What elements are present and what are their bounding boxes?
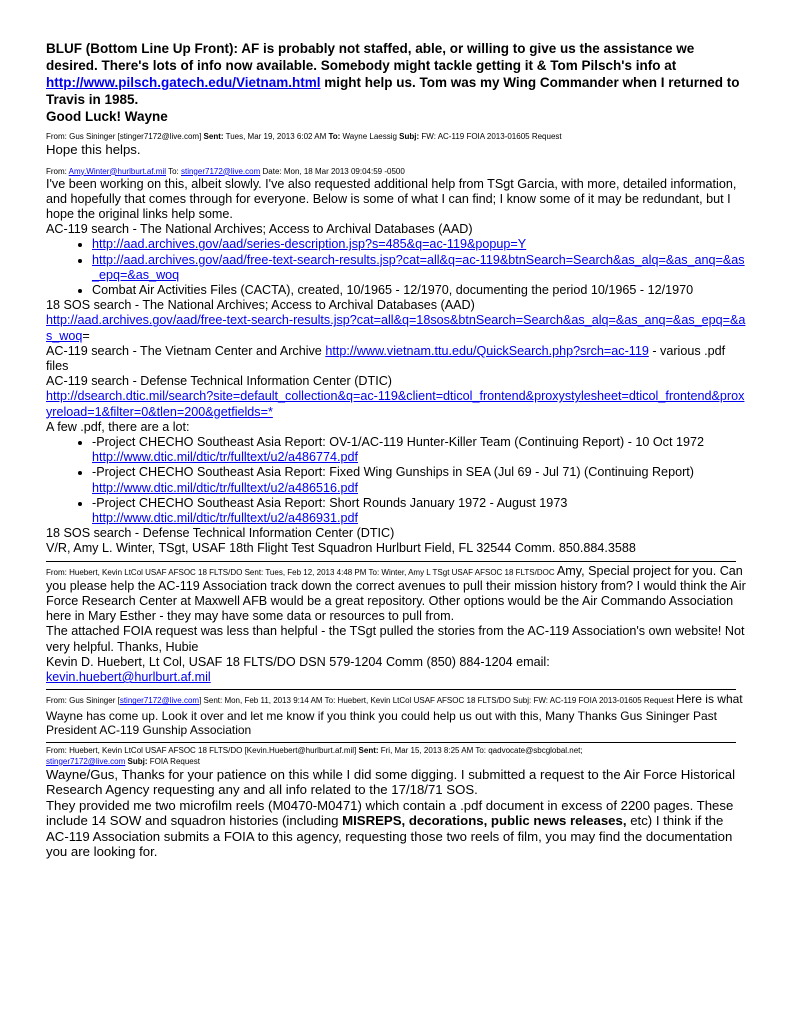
pilsch-link[interactable]: http://www.pilsch.gatech.edu/Vietnam.html — [46, 75, 321, 90]
pdf-item-link[interactable]: http://www.dtic.mil/dtic/tr/fulltext/u2/a486516.pdf — [92, 480, 358, 495]
aad-list — [46, 237, 746, 298]
email4-body: Here is what Wayne has come up. Look it over and let me know if you think you could help us out with this, Many Thanks Gus Sininger Past President AC-119 Gunship Association — [46, 692, 743, 738]
email5-sent-label: Sent: — [358, 745, 379, 755]
sos-aad-suffix: = — [82, 328, 90, 343]
dtic-line — [46, 389, 746, 419]
pdf-item-text: -Project CHECHO Southeast Asia Report: Short Rounds January 1972 - August 1973 — [92, 495, 568, 510]
email4-header-link[interactable]: stinger7172@live.com — [119, 696, 200, 706]
email2-to-link[interactable]: stinger7172@live.com — [180, 166, 261, 176]
email5-subj-label: Subj: — [125, 756, 148, 766]
email5-body2-pre: They provided me two microfilm reels (M0470-M0471) which contain a .pdf document in excess of 2200 pages. These include 14 SOW and squadron histories (including — [46, 797, 734, 829]
email5-header-pre: From: Huebert, Kevin LtCol USAF AFSOC 18 FLTS/DO [Kevin.Huebert@hurlburt.af.mil] — [46, 745, 359, 755]
email5-subj: FOIA Request — [147, 756, 200, 766]
divider — [46, 742, 736, 743]
email1-to-label: To: — [328, 132, 341, 141]
pdf-item-link[interactable]: http://www.dtic.mil/dtic/tr/fulltext/u2/a486774.pdf — [92, 450, 358, 465]
bluf-text-2: might help us. Tom was my Wing Commander when I returned to Travis in 1985. — [46, 75, 740, 107]
divider — [46, 561, 736, 562]
aad-heading: AC-119 search - The National Archives; Access to Archival Databases (AAD) — [46, 222, 473, 237]
email5-body2-post: etc) I think if the AC-119 Association submits a FOIA to this agency, requesting those two reels of film, you may find the documentation you are looking for. — [46, 813, 733, 860]
email1-from-label: From: — [46, 132, 67, 141]
sos-aad-heading: 18 SOS search - The National Archives; Access to Archival Databases (AAD) — [46, 298, 475, 313]
email3-header: From: Huebert, Kevin LtCol USAF AFSOC 18 FLTS/DO Sent: Tues, Feb 12, 2013 4:48 PM To: Winter, Amy L TSgt USAF AFSOC 18 FLTS/DOC — [46, 567, 557, 577]
few-pdf-text: A few .pdf, there are a lot: — [46, 419, 190, 434]
aad-item — [92, 253, 746, 283]
pdf-item — [92, 435, 746, 465]
pdf-list — [46, 435, 746, 526]
email1-subj-label: Subj: — [399, 132, 420, 141]
email1-subj: FW: AC-119 FOIA 2013-01605 Request — [419, 132, 562, 141]
email4-block — [46, 692, 746, 738]
email3-body1: Amy, Special project for you. Can you please help the AC-119 Association track down the correct avenues to pull their mission history from? I would think the Air Force Research Center at Maxwell AFB would be a great repository. Other options would be the Air Commando Association here in Mary Esther - they may have some data or resources to pull from. — [46, 563, 746, 624]
vietnam-prefix: AC-119 search - The Vietnam Center and Archive — [46, 343, 326, 358]
email3-block — [46, 564, 746, 686]
email2-date: Date: Mon, 18 Mar 2013 09:04:59 -0500 — [260, 166, 405, 176]
document-page — [46, 40, 746, 860]
email3-email-link[interactable]: kevin.huebert@hurlburt.af.mil — [46, 670, 211, 684]
aad-search-link[interactable]: http://aad.archives.gov/aad/free-text-search-results.jsp?cat=all&q=ac-119&btnSearch=Search&as_alq=&as_anq=&as_epq=&as_woq — [92, 252, 745, 282]
email5-body1: Wayne/Gus, Thanks for your patience on this while I did some digging. I submitted a request to the Air Force Historical Research Agency requesting any and all info related to the 17/18/71 SOS. — [46, 766, 736, 798]
email5-body2-bold: MISREPS, decorations, public news releases, — [342, 813, 627, 829]
email1-from: Gus Sininger [stinger7172@live.com] — [66, 132, 204, 141]
email4-header-post: ] Sent: Mon, Feb 11, 2013 9:14 AM To: Huebert, Kevin LtCol USAF AFSOC 18 FLTS/DO Subj: FW: AC-119 FOIA 2013-01605 Request — [199, 696, 676, 706]
pdf-item — [92, 465, 746, 495]
email5-body2 — [46, 798, 746, 860]
email2-to-label: To: — [166, 166, 181, 176]
aad-series-link[interactable]: http://aad.archives.gov/aad/series-description.jsp?s=485&q=ac-119&popup=Y — [92, 237, 527, 252]
email5-body — [46, 767, 746, 860]
email5-header-mid: Fri, Mar 15, 2013 8:25 AM To: qadvocate@sbcglobal.net; — [378, 745, 583, 755]
pdf-item — [92, 496, 746, 526]
email2-intro: I've been working on this, albeit slowly. I've also requested additional help from TSgt Garcia, with more, detailed information, and hopefully that comes through for everyone. Below is some of what I can find; I know some of it may be redundant, but I hope the original links help some. — [46, 176, 737, 221]
sos-dtic-heading: 18 SOS search - Defense Technical Information Center (DTIC) — [46, 526, 395, 541]
divider — [46, 689, 736, 690]
pdf-item-text: -Project CHECHO Southeast Asia Report: Fixed Wing Gunships in SEA (Jul 69 - Jul 71) (Continuing Report) — [92, 465, 694, 480]
sos-aad-link[interactable]: http://aad.archives.gov/aad/free-text-search-results.jsp?cat=all&q=18sos&btnSearch=Search&as_alq=&as_anq=&as_epq=&as_woq — [46, 313, 746, 343]
email1-body: Hope this helps. — [46, 142, 141, 157]
email3-signature: Kevin D. Huebert, Lt Col, USAF 18 FLTS/DO DSN 579-1204 Comm (850) 884-1204 email: — [46, 654, 550, 669]
dtic-link[interactable]: http://dsearch.dtic.mil/search?site=default_collection&q=ac-119&client=dticol_frontend&proxystylesheet=dticol_frontend&proxyreload=1&filter=0&tlen=200&getfields=* — [46, 389, 745, 419]
email1-sent-label: Sent: — [203, 132, 224, 141]
pdf-item-link[interactable]: http://www.dtic.mil/dtic/tr/fulltext/u2/a486931.pdf — [92, 510, 358, 525]
aad-item — [92, 237, 746, 252]
email2-from-link[interactable]: Amy.Winter@hurlburt.af.mil — [68, 166, 166, 176]
bluf-signoff: Good Luck! Wayne — [46, 109, 168, 124]
bluf-paragraph — [46, 40, 746, 125]
vietnam-line — [46, 344, 746, 374]
pdf-item-text: -Project CHECHO Southeast Asia Report: OV-1/AC-119 Hunter-Killer Team (Continuing Report) - 10 Oct 1972 — [92, 434, 704, 449]
email2-from-label: From: — [46, 166, 69, 176]
email3-body2: The attached FOIA request was less than helpful - the TSgt pulled the stories from the AC-119 Association's own website! Not very helpful. Thanks, Hubie — [46, 624, 745, 654]
email1-sent: Tues, Mar 19, 2013 6:02 AM — [223, 132, 329, 141]
bluf-text-1: BLUF (Bottom Line Up Front): AF is probably not staffed, able, or willing to give us the assistance we desired. There's lots of info now available. Somebody might tackle getting it & Tom Pilsch's info at — [46, 41, 695, 73]
vietnam-suffix: - various .pdf files — [46, 343, 726, 373]
email2-signature: V/R, Amy L. Winter, TSgt, USAF 18th Flight Test Squadron Hurlburt Field, FL 32544 Comm. 850.884.3588 — [46, 541, 636, 556]
email2-header — [46, 166, 746, 177]
sos-aad-line — [46, 313, 746, 343]
cacta-text: Combat Air Activities Files (CACTA), created, 10/1965 - 12/1970, documenting the period 10/1965 - 12/1970 — [92, 282, 694, 297]
email5-header — [46, 745, 746, 767]
email2-body — [46, 177, 746, 557]
email5-cc-link[interactable]: stinger7172@live.com — [46, 756, 126, 766]
email4-header-pre: From: Gus Sininger [ — [46, 696, 120, 706]
vietnam-link[interactable]: http://www.vietnam.ttu.edu/QuickSearch.php?srch=ac-119 — [325, 343, 649, 358]
dtic-heading: AC-119 search - Defense Technical Information Center (DTIC) — [46, 374, 393, 389]
email1-to: Wayne Laessig — [340, 132, 400, 141]
aad-item — [92, 283, 746, 298]
email1-header — [46, 131, 746, 142]
